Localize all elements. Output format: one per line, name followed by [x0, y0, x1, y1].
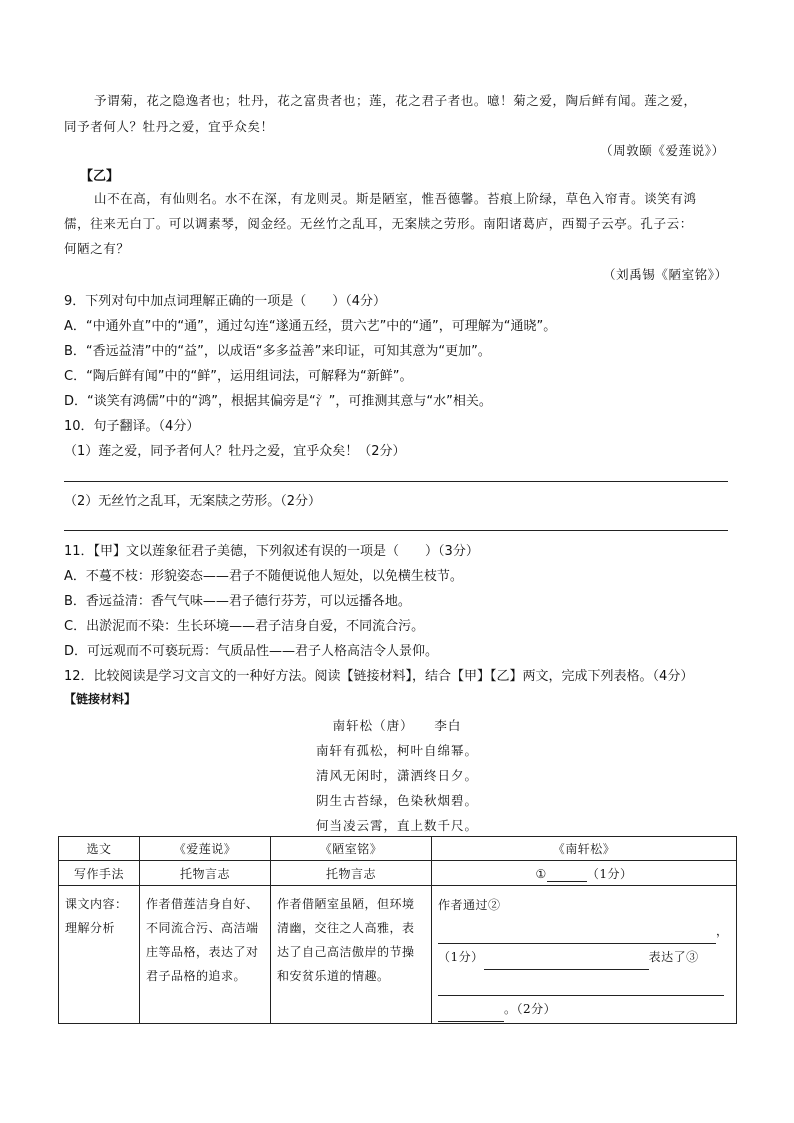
- answer-blank-4[interactable]: [438, 981, 724, 996]
- table-cell: 作者借陋室虽陋，但环境清幽，交往之人高雅，表达了自己高洁傲岸的节操和安贫乐道的情趣。: [271, 886, 432, 1024]
- answer-cell-1: [432, 861, 737, 886]
- song-line-4: [438, 970, 730, 996]
- yi-source: （刘禹锡《陋室铭》）: [603, 267, 728, 282]
- q11-option-a: A．不蔓不枝：形貌姿态——君子不随便说他人短处，以免横生枝节。: [64, 569, 463, 584]
- answer-line-1[interactable]: [64, 481, 728, 482]
- song-line-1: [438, 892, 730, 918]
- table-row: [59, 886, 737, 1024]
- row-label: 写作手法: [59, 861, 140, 886]
- answer-blank-2[interactable]: [438, 929, 716, 944]
- song-text: 。（2分）: [504, 1002, 557, 1016]
- header-cell: 《南轩松》: [432, 837, 737, 861]
- poem-line: 何当凌云霄，直上数千尺。: [315, 818, 478, 833]
- q9-option-a: A．“中通外直”中的“通”，通过勾连“遂通五经，贯六艺”中的“通”，可理解为“通晓”。: [64, 319, 557, 334]
- q11-option-c: C．出淤泥而不染：生长环境——君子洁身自爱，不同流合污。: [64, 619, 425, 634]
- song-line-2: [438, 918, 730, 944]
- header-cell: 《陋室铭》: [271, 837, 432, 861]
- answer-line-2[interactable]: [64, 530, 728, 531]
- song-line-3: [438, 944, 730, 970]
- poem-title: 南轩松（唐） 李白: [332, 718, 462, 733]
- q10-sentence2: （2）无丝竹之乱耳，无案牍之劳形。（2分）: [64, 494, 322, 509]
- q10-sentence1: （1）莲之爱，同予者何人？牡丹之爱，宜乎众矣！（2分）: [64, 444, 406, 459]
- q12-stem: 12．比较阅读是学习文言文的一种好方法。阅读【链接材料】，结合【甲】【乙】两文，完成下列表格。（4分）: [64, 669, 694, 684]
- comparison-table: [58, 836, 737, 1024]
- header-cell: 选文: [59, 837, 140, 861]
- answer-blank-1[interactable]: [547, 867, 587, 882]
- blank-marker: ①: [535, 866, 547, 881]
- poem-line: 南轩有孤松，柯叶自绵幂。: [315, 743, 478, 758]
- jia-text-line2: 同予者何人？牡丹之爱，宜乎众矣！: [64, 119, 274, 134]
- q11-stem: 11．【甲】文以莲象征君子美德，下列叙述有误的一项是（ ）（3分）: [64, 544, 479, 559]
- q11-option-d: D．可远观而不可亵玩焉：气质品性——君子人格高洁令人景仰。: [64, 644, 439, 659]
- table-cell: 作者借莲洁身自好、不同流合污、高洁端庄等品格，表达了对君子品格的追求。: [140, 886, 271, 1024]
- table-row: [59, 861, 737, 886]
- header-cell: 《爱莲说》: [140, 837, 271, 861]
- table-cell: 托物言志: [271, 861, 432, 886]
- jia-source: （周敦颐《爱莲说》）: [600, 143, 725, 158]
- table-header-row: [59, 837, 737, 861]
- song-line-5: [438, 996, 730, 1022]
- yi-heading: 【乙】: [80, 169, 120, 184]
- song-text: 作者通过②: [438, 898, 501, 912]
- q10-stem: 10．句子翻译。（4分）: [64, 419, 200, 434]
- q9-option-c: C．“陶后鲜有闻”中的“鲜”，运用组词法，可解释为“新鲜”。: [64, 369, 413, 384]
- row-label: 课文内容：理解分析: [59, 886, 140, 1024]
- link-material-label: 【链接材料】: [64, 692, 137, 706]
- table-cell: 托物言志: [140, 861, 271, 886]
- answer-blank-5[interactable]: [438, 1007, 504, 1022]
- poem-line: 清风无闲时，潇洒终日夕。: [315, 768, 478, 783]
- song-text: （1分）: [438, 950, 484, 964]
- poem-line: 阴生古苔绿，色染秋烟碧。: [315, 793, 478, 808]
- yi-text-line2: 儒，往来无白丁。可以调素琴，阅金经。无丝竹之乱耳，无案牍之劳形。南阳诸葛庐，西蜀子云亭。孔子云：: [64, 216, 693, 231]
- q9-option-d: D．“谈笑有鸿儒”中的“鸿”，根据其偏旁是“氵”，可推测其意与“水”相关。: [64, 394, 492, 409]
- answer-cell-2: [432, 886, 737, 1024]
- answer-blank-3[interactable]: [484, 955, 649, 970]
- q9-option-b: B．“香远益清”中的“益”，以成语“多多益善”来印证，可知其意为“更加”。: [64, 344, 491, 359]
- yi-text-line3: 何陋之有？: [64, 241, 130, 256]
- song-text: 表达了③: [648, 950, 699, 964]
- score-note: （1分）: [586, 866, 633, 881]
- q11-option-b: B．香远益清：香气气味——君子德行芬芳，可以远播各地。: [64, 594, 411, 609]
- q9-stem: 9．下列对句中加点词理解正确的一项是（ ）（4分）: [64, 294, 387, 309]
- yi-text-line1: 山不在高，有仙则名。水不在深，有龙则灵。斯是陋室，惟吾德馨。苔痕上阶绿，草色入帘青。谈笑有鸿: [94, 191, 697, 206]
- song-text: ，: [716, 924, 729, 938]
- jia-text-line1: 予谓菊，花之隐逸者也；牡丹，花之富贵者也；莲，花之君子者也。噫！菊之爱，陶后鲜有闻。莲之爱，: [94, 93, 697, 108]
